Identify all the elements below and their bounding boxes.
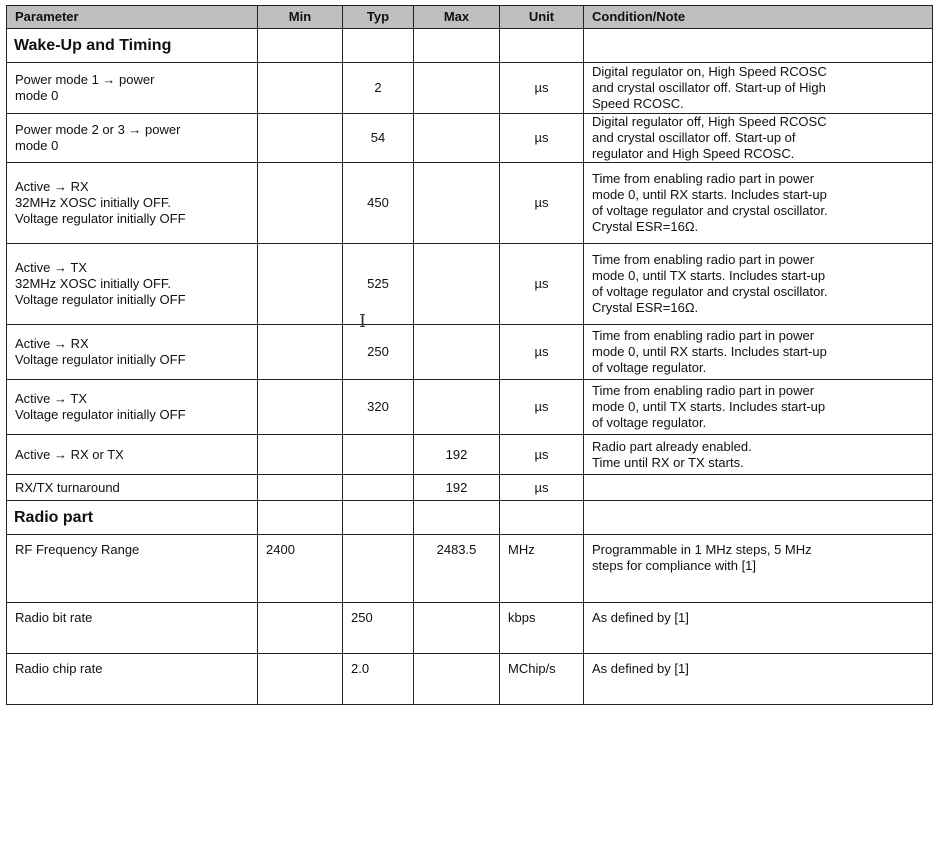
min-cell xyxy=(258,380,343,435)
condition-cell-line: Time from enabling radio part in power xyxy=(592,328,815,343)
condition-cell-line: Time until RX or TX starts. xyxy=(592,454,744,470)
condition-cell xyxy=(584,380,933,435)
table-row xyxy=(7,63,933,114)
empty-cell xyxy=(584,29,933,63)
table-row xyxy=(7,603,933,654)
parameter-cell-line: Radio bit rate xyxy=(15,610,93,625)
parameter-cell xyxy=(7,435,258,475)
condition-cell xyxy=(584,114,933,163)
col-header-unit: Unit xyxy=(500,6,584,29)
parameter-cell xyxy=(7,603,258,654)
condition-cell xyxy=(584,163,933,244)
min-cell xyxy=(258,163,343,244)
condition-cell xyxy=(584,603,933,654)
unit-cell: MHz xyxy=(500,535,584,603)
typ-cell: 54 xyxy=(343,114,414,163)
unit-cell: µs xyxy=(500,435,584,475)
unit-cell: µs xyxy=(500,63,584,114)
condition-cell-line: Speed RCOSC. xyxy=(592,96,684,111)
parameter-cell-line: Active → RX xyxy=(15,179,89,194)
min-cell xyxy=(258,603,343,654)
parameter-cell xyxy=(7,535,258,603)
parameter-cell-line: RF Frequency Range xyxy=(15,542,140,557)
empty-cell xyxy=(414,501,500,535)
typ-cell xyxy=(343,435,414,475)
typ-cell: 2.0 xyxy=(343,654,414,705)
unit-cell: µs xyxy=(500,163,584,244)
section-title: Wake-Up and Timing xyxy=(7,29,258,63)
parameter-cell-line: Power mode 1 → power xyxy=(15,72,155,87)
col-header-min: Min xyxy=(258,6,343,29)
table-row xyxy=(7,325,933,380)
min-cell: 2400 xyxy=(258,535,343,603)
parameter-cell-line: mode 0 xyxy=(15,88,59,103)
typ-cell: 2 xyxy=(343,63,414,114)
table-body xyxy=(7,29,933,705)
parameter-cell-line: Voltage regulator initially OFF xyxy=(15,407,186,422)
table-row xyxy=(7,380,933,435)
condition-cell-line: mode 0, until RX starts. Includes start-up xyxy=(592,187,827,202)
section-header-row xyxy=(7,501,933,535)
condition-cell xyxy=(584,475,933,501)
typ-cell: 450 xyxy=(343,163,414,244)
min-cell xyxy=(258,244,343,325)
max-cell: 192 xyxy=(414,435,500,475)
condition-cell xyxy=(584,244,933,325)
typ-cell: 525 xyxy=(343,244,414,325)
col-header-parameter: Parameter xyxy=(7,6,258,29)
parameter-cell xyxy=(7,325,258,380)
spec-table xyxy=(6,5,933,705)
min-cell xyxy=(258,63,343,114)
condition-cell-line: Time from enabling radio part in power xyxy=(592,383,815,398)
unit-cell: µs xyxy=(500,475,584,501)
typ-cell: 250 xyxy=(343,325,414,380)
parameter-cell-line: mode 0 xyxy=(15,138,59,153)
parameter-cell-line: Voltage regulator initially OFF xyxy=(15,352,186,367)
max-cell xyxy=(414,325,500,380)
condition-cell-line: As defined by [1] xyxy=(592,610,689,625)
condition-cell-line: mode 0, until TX starts. Includes start-up xyxy=(592,399,826,414)
condition-cell-line: Crystal ESR=16Ω. xyxy=(592,300,699,315)
max-cell xyxy=(414,63,500,114)
empty-cell xyxy=(584,501,933,535)
table-row xyxy=(7,114,933,163)
table-row xyxy=(7,163,933,244)
parameter-cell-line: Active → TX xyxy=(15,260,88,275)
parameter-cell xyxy=(7,114,258,163)
empty-cell xyxy=(258,501,343,535)
max-cell xyxy=(414,603,500,654)
min-cell xyxy=(258,475,343,501)
condition-cell-line: regulator and High Speed RCOSC. xyxy=(592,146,795,161)
parameter-cell-line: Voltage regulator initially OFF xyxy=(15,211,186,226)
unit-cell: µs xyxy=(500,325,584,380)
col-header-condition: Condition/Note xyxy=(584,6,933,29)
empty-cell xyxy=(500,29,584,63)
max-cell: 2483.5 xyxy=(414,535,500,603)
max-cell xyxy=(414,163,500,244)
max-cell xyxy=(414,114,500,163)
parameter-cell-line: Active → RX xyxy=(15,336,89,351)
text-cursor-icon: I xyxy=(359,311,367,332)
condition-cell-line: Time from enabling radio part in power xyxy=(592,252,815,267)
unit-cell: µs xyxy=(500,380,584,435)
condition-cell-line: and crystal oscillator off. Start-up of xyxy=(592,130,796,145)
condition-cell-line: and crystal oscillator off. Start-up of High xyxy=(592,80,826,95)
condition-cell xyxy=(584,535,933,603)
parameter-cell-line: Voltage regulator initially OFF xyxy=(15,292,186,307)
typ-cell xyxy=(343,535,414,603)
min-cell xyxy=(258,114,343,163)
section-title: Radio part xyxy=(7,501,258,535)
parameter-cell-line: 32MHz XOSC initially OFF. xyxy=(15,195,172,210)
max-cell: 192 xyxy=(414,475,500,501)
table-row xyxy=(7,244,933,325)
condition-cell-line: Digital regulator off, High Speed RCOSC xyxy=(592,114,827,129)
table-row xyxy=(7,535,933,603)
parameter-cell-line: Power mode 2 or 3 → power xyxy=(15,122,181,137)
section-header-row xyxy=(7,29,933,63)
condition-cell-line: steps for compliance with [1] xyxy=(592,558,757,573)
parameter-cell xyxy=(7,475,258,501)
empty-cell xyxy=(414,29,500,63)
table-row xyxy=(7,654,933,705)
empty-cell xyxy=(258,29,343,63)
parameter-cell xyxy=(7,244,258,325)
col-header-typ: Typ xyxy=(343,6,414,29)
max-cell xyxy=(414,380,500,435)
condition-cell-line: Digital regulator on, High Speed RCOSC xyxy=(592,64,827,79)
condition-cell-line: Crystal ESR=16Ω. xyxy=(592,219,699,234)
table-row xyxy=(7,475,933,501)
condition-cell xyxy=(584,63,933,114)
min-cell xyxy=(258,435,343,475)
parameter-cell-line: Active → RX or TX xyxy=(15,446,124,462)
condition-cell-line: mode 0, until RX starts. Includes start-up xyxy=(592,344,827,359)
condition-cell-line: Time from enabling radio part in power xyxy=(592,171,815,186)
condition-cell-line: Programmable in 1 MHz steps, 5 MHz xyxy=(592,542,812,557)
typ-cell: 320 xyxy=(343,380,414,435)
col-header-max: Max xyxy=(414,6,500,29)
unit-cell: µs xyxy=(500,244,584,325)
unit-cell: µs xyxy=(500,114,584,163)
parameter-cell xyxy=(7,63,258,114)
parameter-cell-line: RX/TX turnaround xyxy=(15,479,120,495)
parameter-cell-line: Radio chip rate xyxy=(15,661,103,676)
condition-cell xyxy=(584,325,933,380)
condition-cell-line: of voltage regulator and crystal oscillator. xyxy=(592,284,828,299)
parameter-cell xyxy=(7,654,258,705)
condition-cell xyxy=(584,435,933,475)
min-cell xyxy=(258,325,343,380)
condition-cell xyxy=(584,654,933,705)
parameter-cell xyxy=(7,163,258,244)
max-cell xyxy=(414,654,500,705)
header-row xyxy=(7,6,933,29)
parameter-cell-line: Active → TX xyxy=(15,391,88,406)
max-cell xyxy=(414,244,500,325)
unit-cell: kbps xyxy=(500,603,584,654)
condition-cell-line: of voltage regulator. xyxy=(592,360,707,375)
typ-cell xyxy=(343,475,414,501)
parameter-cell-line: 32MHz XOSC initially OFF. xyxy=(15,276,172,291)
typ-cell: 250 xyxy=(343,603,414,654)
condition-cell-line: mode 0, until TX starts. Includes start-up xyxy=(592,268,826,283)
condition-cell-line: of voltage regulator and crystal oscillator. xyxy=(592,203,828,218)
table-row xyxy=(7,435,933,475)
empty-cell xyxy=(343,501,414,535)
unit-cell: MChip/s xyxy=(500,654,584,705)
min-cell xyxy=(258,654,343,705)
condition-cell-line: As defined by [1] xyxy=(592,661,689,676)
empty-cell xyxy=(500,501,584,535)
condition-cell-line: of voltage regulator. xyxy=(592,415,707,430)
empty-cell xyxy=(343,29,414,63)
parameter-cell xyxy=(7,380,258,435)
condition-cell-line: Radio part already enabled. xyxy=(592,438,752,454)
